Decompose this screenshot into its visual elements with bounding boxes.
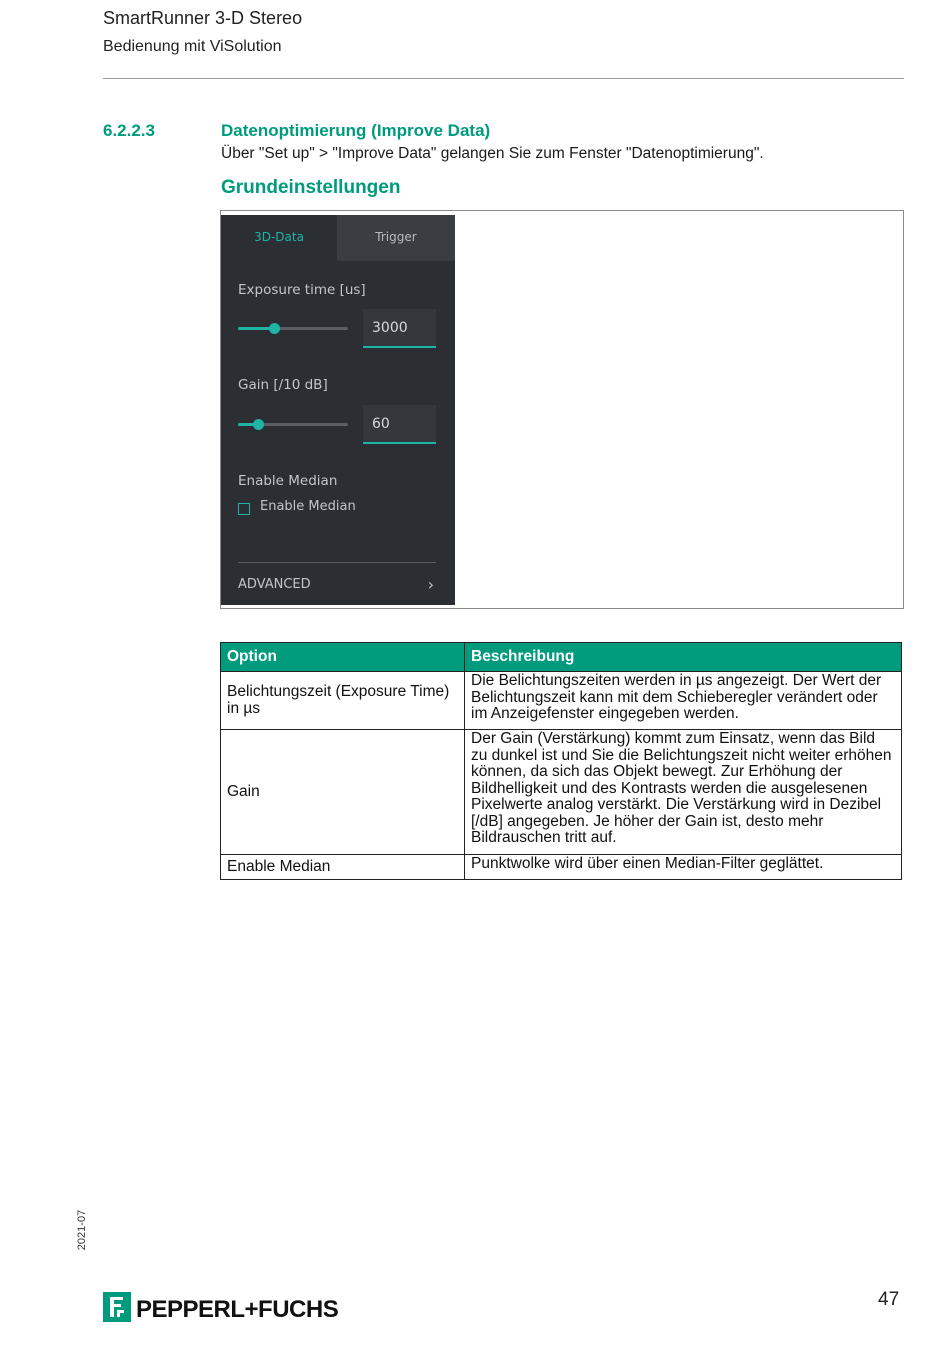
document-subtitle: Bedienung mit ViSolution (103, 38, 282, 55)
tab-bar (221, 215, 455, 261)
table-row (221, 672, 902, 730)
gain-input[interactable] (363, 405, 436, 444)
chevron-right-icon: › (427, 575, 434, 594)
gain-slider-thumb[interactable] (253, 419, 264, 430)
gain-label: Gain [/10 dB] (238, 377, 328, 393)
median-heading: Enable Median (238, 473, 338, 489)
exposure-slider-thumb[interactable] (269, 323, 280, 334)
description-cell: Der Gain (Verstärkung) kommt zum Einsatz, wenn das Bild zu dunkel ist und Sie die Belichtungszeit nicht weiter erhöhen können, da sich das Objekt bewegt. Zur Erhöhung der Bildhelligkeit und des Kontrasts werden die ausgelesenen Pixelwerte analog verstärkt. Die Verstärkung wird in Dezibel [/dB] angegeben. Je höher der Gain ist, desto mehr Bildrauschen tritt auf. (465, 730, 902, 855)
exposure-input[interactable] (363, 309, 436, 348)
improve-data-panel (221, 215, 455, 605)
options-table (220, 642, 902, 880)
enable-median-checkbox-label[interactable]: Enable Median (260, 499, 356, 514)
section-number: 6.2.2.3 (103, 121, 155, 140)
gain-slider[interactable] (238, 423, 348, 426)
revision-date: 2021-07 (76, 1209, 88, 1251)
section-title: Datenoptimierung (Improve Data) (221, 121, 491, 140)
panel-divider (238, 562, 436, 563)
option-cell: Gain (221, 730, 465, 855)
table-row (221, 730, 902, 855)
enable-median-checkbox[interactable] (238, 503, 250, 515)
description-cell: Die Belichtungszeiten werden in µs angezeigt. Der Wert der Belichtungszeit kann mit dem Schieberegler verändert oder im Anzeigefenster eingegeben werden. (465, 672, 902, 730)
table-header-row (221, 643, 902, 672)
advanced-label: ADVANCED (238, 577, 311, 592)
section-intro: Über "Set up" > "Improve Data" gelangen Sie zum Fenster "Datenoptimierung". (221, 145, 764, 162)
table-row (221, 855, 902, 880)
column-header-option: Option (221, 643, 465, 672)
description-cell: Punktwolke wird über einen Median-Filter geglättet. (465, 855, 902, 880)
column-header-description: Beschreibung (465, 643, 902, 672)
brand-mark-icon (103, 1292, 131, 1322)
advanced-expander[interactable] (238, 575, 436, 597)
header-divider (103, 78, 904, 79)
exposure-label: Exposure time [us] (238, 282, 366, 298)
document-title: SmartRunner 3-D Stereo (103, 8, 303, 28)
exposure-slider[interactable] (238, 327, 348, 330)
subheading: Grundeinstellungen (221, 177, 401, 198)
tab-3d-data[interactable]: 3D-Data (221, 215, 337, 261)
tab-trigger[interactable]: Trigger (337, 215, 455, 261)
page-number: 47 (878, 1289, 900, 1310)
option-cell: Belichtungszeit (Exposure Time) in µs (221, 672, 465, 730)
brand-name: PEPPERL+FUCHS (136, 1296, 339, 1323)
option-cell: Enable Median (221, 855, 465, 880)
